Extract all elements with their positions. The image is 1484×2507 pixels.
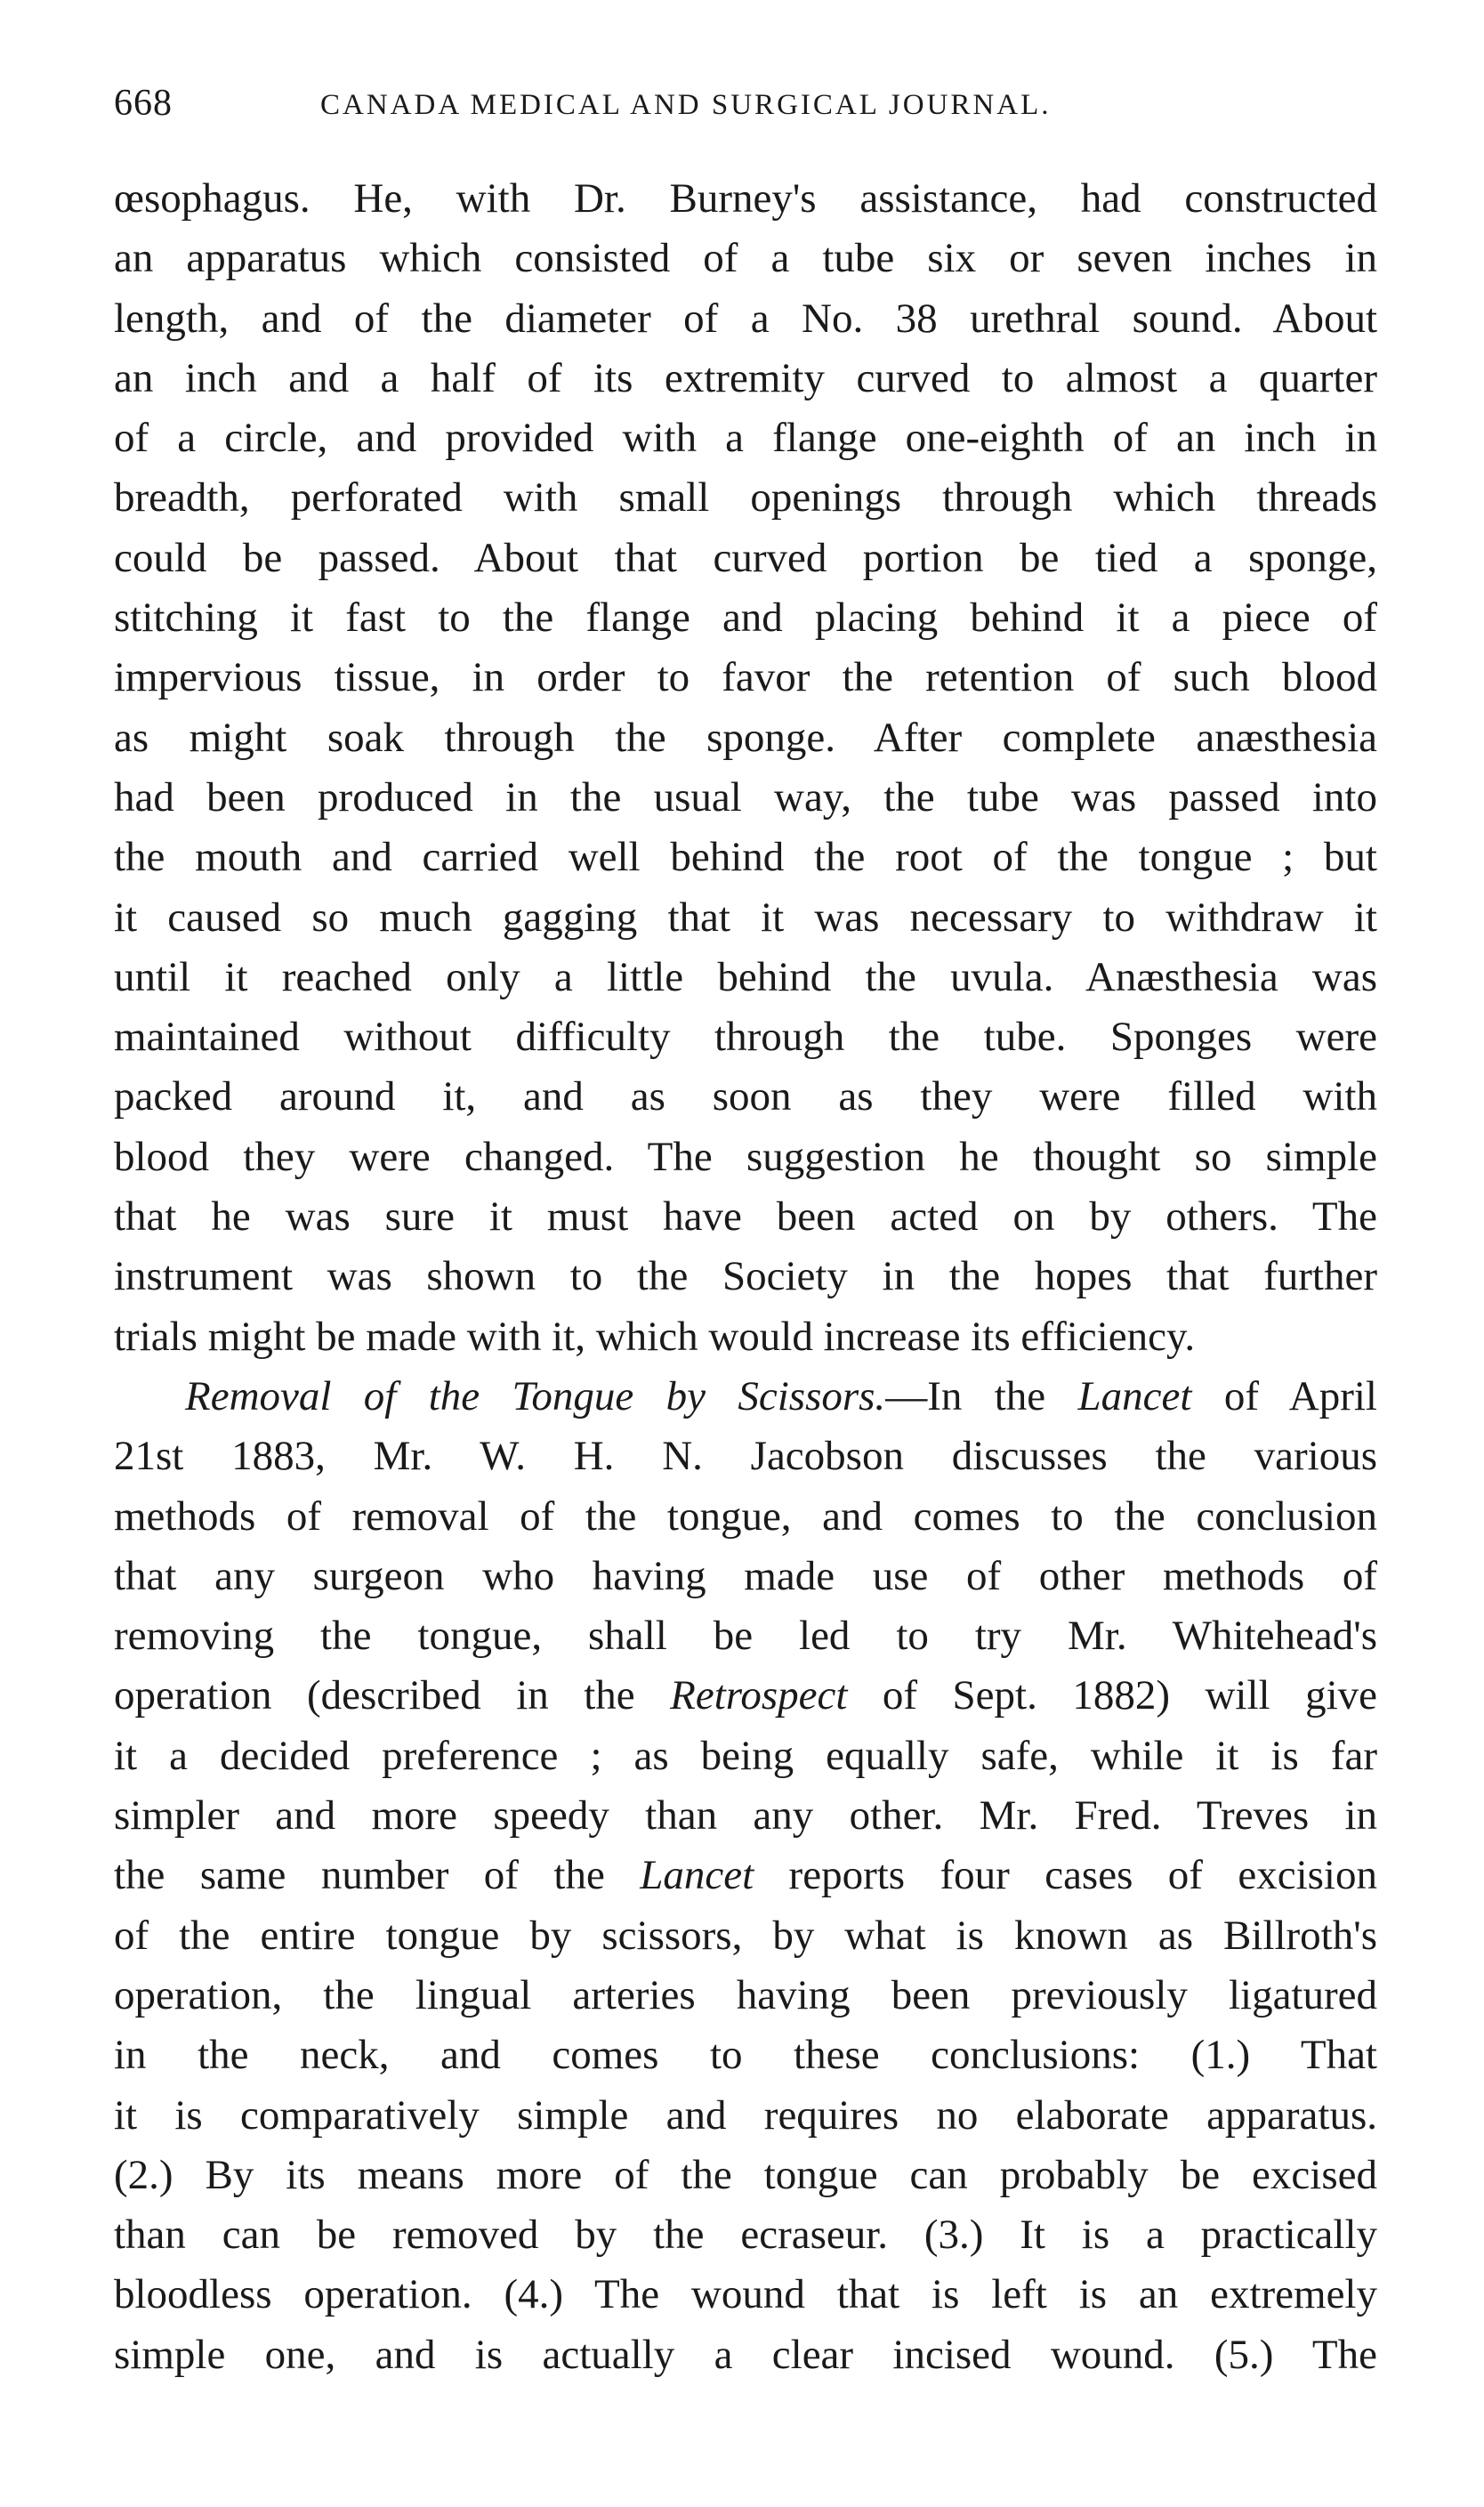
text-line: it caused so much gagging that it was necessary to withdraw it bbox=[114, 894, 1377, 941]
text-line: than can be removed by the ecraseur. (3.) It is a practically bbox=[114, 2212, 1377, 2259]
text-line: impervious tissue, in order to favor the retention of such blood bbox=[114, 654, 1377, 701]
page-header bbox=[114, 82, 1377, 135]
text-line: removing the tongue, shall be led to try Mr. Whitehead's bbox=[114, 1613, 1377, 1660]
text-line: length, and of the diameter of a No. 38 urethral sound. About bbox=[114, 295, 1377, 342]
text-line: an inch and a half of its extremity curved to almost a quarter bbox=[114, 354, 1377, 401]
running-title: CANADA MEDICAL AND SURGICAL JOURNAL. bbox=[320, 89, 1052, 121]
text-line: in the neck, and comes to these conclusions: (1.) That bbox=[114, 2032, 1377, 2079]
text-line: simpler and more speedy than any other. Mr. Fred. Treves in bbox=[114, 1792, 1377, 1840]
text-line: trials might be made with it, which would increase its efficiency. bbox=[114, 1313, 1196, 1360]
text-line: blood they were changed. The suggestion he thought so simple bbox=[114, 1133, 1377, 1180]
text-line: 21st 1883, Mr. W. H. N. Jacobson discusses the various bbox=[114, 1433, 1377, 1480]
text-line: (2.) By its means more of the tongue can probably be excised bbox=[114, 2151, 1377, 2198]
text-line: œsophagus. He, with Dr. Burney's assistance, had constructed bbox=[114, 175, 1377, 222]
section-heading: Removal of the Tongue by Scissors. bbox=[185, 1372, 886, 1419]
text-line: stitching it fast to the flange and placing behind it a piece of bbox=[114, 594, 1377, 642]
text-line: had been produced in the usual way, the tube was passed into bbox=[114, 773, 1377, 821]
journal-name: Lancet bbox=[640, 1852, 754, 1899]
text-line: bloodless operation. (4.) The wound that is left is an extremely bbox=[114, 2271, 1377, 2318]
text-line: packed around it, and as soon as they were filled with bbox=[114, 1073, 1377, 1120]
text-line: as might soak through the sponge. After complete anæsthesia bbox=[114, 714, 1377, 761]
journal-name: Lancet bbox=[1077, 1372, 1192, 1419]
text-line: it is comparatively simple and requires no elaborate apparatus. bbox=[114, 2091, 1377, 2139]
text-line: the mouth and carried well behind the root of the tongue ; but bbox=[114, 834, 1377, 881]
text-line: an apparatus which consisted of a tube six or seven inches in bbox=[114, 235, 1377, 282]
text-line: breadth, perforated with small openings through which threads bbox=[114, 474, 1377, 522]
text-line: of the entire tongue by scissors, by what is known as Billroth's bbox=[114, 1912, 1377, 1959]
text-line: could be passed. About that curved portion be tied a sponge, bbox=[114, 534, 1377, 581]
text-line: operation, the lingual arteries having been previously ligatured bbox=[114, 1971, 1377, 2018]
text-line: maintained without difficulty through the tube. Sponges were bbox=[114, 1014, 1377, 1061]
text-line: operation (described in the Retrospect of Sept. 1882) will give bbox=[114, 1672, 1377, 1719]
text-line: of a circle, and provided with a flange one-eighth of an inch in bbox=[114, 415, 1377, 462]
journal-name: Retrospect bbox=[670, 1672, 848, 1719]
paragraph-removal-of-tongue bbox=[114, 1367, 1377, 2385]
page-number: 668 bbox=[114, 83, 173, 124]
text-line: the same number of the Lancet reports four cases of excision bbox=[114, 1852, 1377, 1899]
paragraph-oesophagus-apparatus bbox=[114, 169, 1377, 1367]
text-line: that any surgeon who having made use of other methods of bbox=[114, 1552, 1377, 1599]
text-line: Removal of the Tongue by Scissors.—In the Lancet of April bbox=[185, 1372, 1377, 1419]
text-line: until it reached only a little behind the uvula. Anæsthesia was bbox=[114, 953, 1377, 1000]
text-line: that he was sure it must have been acted on by others. The bbox=[114, 1193, 1377, 1241]
body-text bbox=[114, 169, 1377, 2385]
text-line: simple one, and is actually a clear incised wound. (5.) The bbox=[114, 2331, 1377, 2378]
text-line: it a decided preference ; as being equally safe, while it is far bbox=[114, 1732, 1377, 1779]
text-line: instrument was shown to the Society in the hopes that further bbox=[114, 1253, 1377, 1300]
text-line: methods of removal of the tongue, and comes to the conclusion bbox=[114, 1492, 1377, 1540]
